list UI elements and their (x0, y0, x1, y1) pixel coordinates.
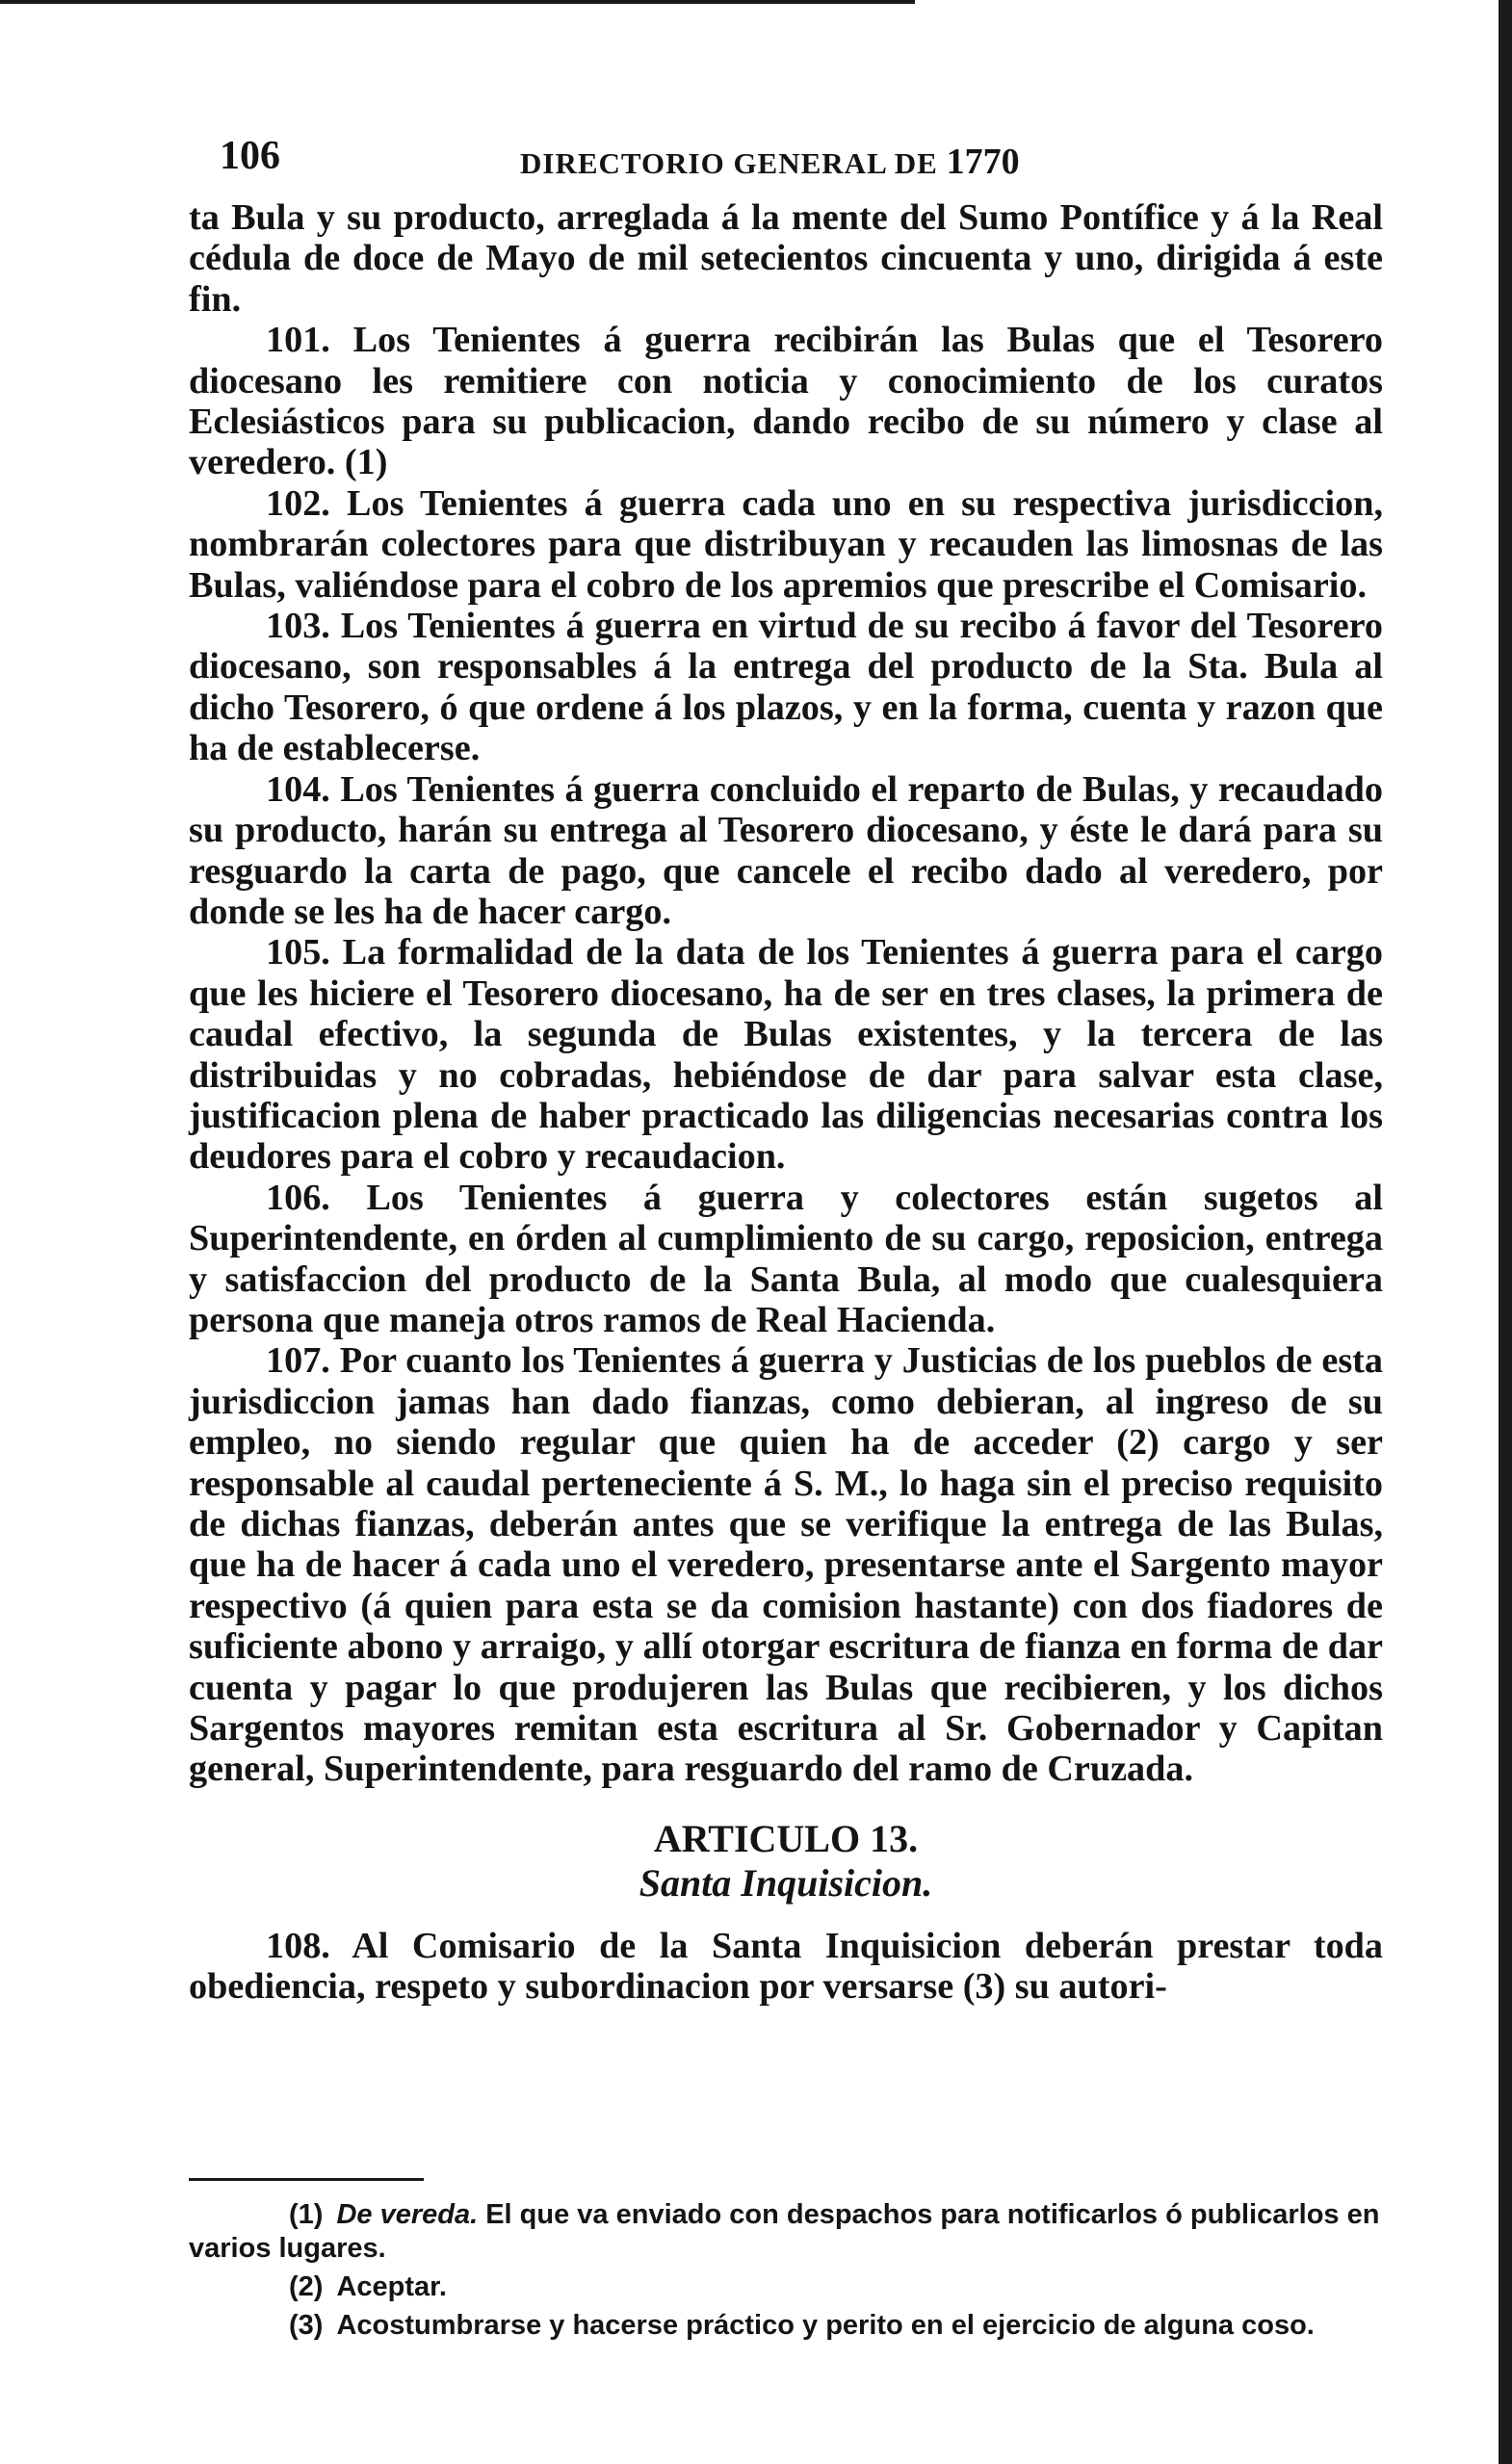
footnote-2-text: Aceptar. (336, 2271, 447, 2302)
paragraph-105: 105. La formalidad de la data de los Tenientes á guerra para el cargo que les hiciere el Tesorero diocesano, ha de ser en tres clases, la primera de caudal efectivo, la segunda de Bulas existentes, y la tercera de las distribuidas y no cobradas, hebiéndose de dar para salvar esta clase, justificacion plena de haber practicado las diligencias necesarias contra los deudores para el cobro y recaudacion. (189, 932, 1383, 1178)
footnote-2 (189, 2270, 1383, 2304)
footnote-1-term: De vereda. (336, 2199, 479, 2230)
page-header (220, 133, 1056, 181)
footnote-2-mark: (2) (289, 2271, 324, 2302)
paragraph-107: 107. Por cuanto los Tenientes á guerra y Justicias de los pueblos de esta jurisdiccion jamas han dado fianzas, como debieran, al ingreso de su empleo, no siendo regular que quien ha de acceder (2) cargo y ser responsable al caudal perteneciente á S. M., lo haga sin el preciso requisito de dichas fianzas, deberán antes que se verifique la entrega de las Bulas, que ha de hacer á cada uno el veredero, presentarse ante el Sargento mayor respectivo (á quien para esta se da comision hastante) con dos fiadores de suficiente abono y arraigo, y allí otorgar escritura de fianza en forma de dar cuenta y pagar lo que produjeren las Bulas que recibieren, y los dichos Sargentos mayores remitan esta escritura al Sr. Gobernador y Capitan general, Superintendente, para resguardo del ramo de Cruzada. (189, 1340, 1383, 1790)
footnote-3-text: Acostumbrarse y hacerse práctico y perito en el ejercicio de alguna coso. (336, 2310, 1315, 2341)
footnote-separator (189, 2178, 424, 2181)
paragraph-101: 101. Los Tenientes á guerra recibirán las Bulas que el Tesorero diocesano les remitiere con noticia y conocimiento de los curatos Eclesiásticos para su publicacion, dando recibo de su número y clase al veredero. (1) (189, 320, 1383, 483)
footnotes (189, 2198, 1383, 2347)
page-number: 106 (220, 134, 280, 178)
paragraph-106: 106. Los Tenientes á guerra y colectores están sugetos al Superintendente, en órden al cumplimiento de su cargo, reposicion, entrega y satisfaccion del producto de la Santa Bula, al modo que cualesquiera persona que maneja otros ramos de Real Hacienda. (189, 1177, 1383, 1340)
footnote-3-mark: (3) (289, 2310, 324, 2341)
running-head-year: 1770 (946, 142, 1020, 182)
paragraph-continued: ta Bula y su producto, arreglada á la mente del Sumo Pontífice y á la Real cédula de doce de Mayo de mil setecientos cincuenta y uno, dirigida á este fin. (189, 197, 1383, 320)
running-head-title: DIRECTORIO GENERAL DE (520, 146, 938, 180)
footnote-3 (189, 2309, 1383, 2343)
paragraph-103: 103. Los Tenientes á guerra en virtud de su recibo á favor del Tesorero diocesano, son responsables á la entrega del producto de la Sta. Bula al dicho Tesorero, ó que ordene á los plazos, y en la forma, cuenta y razon que ha de establecerse. (189, 606, 1383, 769)
footnote-1 (189, 2198, 1383, 2266)
paragraph-104: 104. Los Tenientes á guerra concluido el reparto de Bulas, y recaudado su producto, harán su entrega al Tesorero diocesano, y éste le dará para su resguardo la carta de pago, que cancele el recibo dado al veredero, por donde se les ha de hacer cargo. (189, 768, 1383, 932)
paragraph-102: 102. Los Tenientes á guerra cada uno en su respectiva jurisdiccion, nombrarán colectores para que distribuyan y recauden las limosnas de las Bulas, valiéndose para el cobro de los apremios que prescribe el Comisario. (189, 482, 1383, 606)
scan-edge-bar (1499, 0, 1512, 2464)
top-edge-rule (0, 0, 915, 4)
article-subtitle: Santa Inquisicion. (639, 1861, 933, 1906)
article-title: ARTICULO 13. (653, 1816, 919, 1860)
footnote-1-mark: (1) (289, 2199, 324, 2230)
running-head (520, 141, 1020, 183)
paragraph-108: 108. Al Comisario de la Santa Inquisicion deberán prestar toda obediencia, respeto y subordinacion por versarse (3) su autori- (189, 1925, 1383, 2008)
footnote-1-text: El que va enviado con despachos para notificarlos ó publicarlos en varios lugares. (189, 2199, 1380, 2264)
main-text (189, 197, 1383, 2007)
